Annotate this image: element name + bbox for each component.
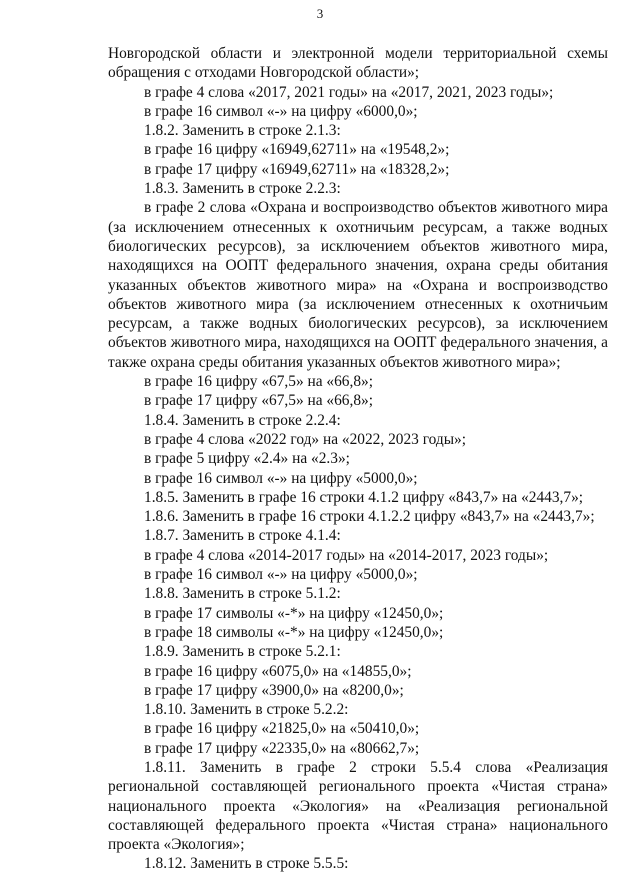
text-line: (за исключением отнесенных к охотничьим ресурсам, а также водных [108, 218, 608, 236]
text-line: региональной составляющей регионального проекта «Чистая страна» [108, 778, 608, 796]
text-line: проекта «Экология»; [108, 836, 245, 854]
text-line: в графе 17 символы «-*» на цифру «12450,0»; [144, 604, 444, 622]
text-line: в графе 16 цифру «16949,62711» на «19548,2»; [144, 141, 450, 159]
text-line: в графе 17 цифру «16949,62711» на «18328,2»; [144, 160, 450, 178]
page-number: 3 [316, 6, 324, 21]
text-line: в графе 4 слова «2014-2017 годы» на «2014-2017, 2023 годы»; [144, 546, 549, 564]
text-line: 1.8.8. Заменить в строке 5.1.2: [144, 585, 341, 603]
text-line: 1.8.2. Заменить в строке 2.1.3: [144, 122, 341, 140]
text-line: составляющей федерального проекта «Чистая страна» национального [108, 816, 608, 834]
text-line: 1.8.3. Заменить в строке 2.2.3: [144, 180, 341, 198]
text-line: 1.8.10. Заменить в строке 5.2.2: [144, 701, 349, 719]
text-line: в графе 4 слова «2022 год» на «2022, 2023 годы»; [144, 430, 467, 448]
text-line: в графе 5 цифру «2.4» на «2.3»; [144, 450, 350, 468]
text-line: указанных объектов животного мира» на «Охрана и воспроизводство [108, 276, 608, 294]
text-line: 1.8.6. Заменить в графе 16 строки 4.1.2.2 цифру «843,7» на «2443,7»; [144, 508, 595, 526]
text-line: обращения с отходами Новгородской области»; [108, 64, 420, 82]
text-line: в графе 16 символ «-» на цифру «5000,0»; [144, 566, 418, 584]
text-line: в графе 16 символ «-» на цифру «6000,0»; [144, 102, 418, 120]
text-line: 1.8.5. Заменить в графе 16 строки 4.1.2 цифру «843,7» на «2443,7»; [144, 488, 584, 506]
text-line: 1.8.7. Заменить в строке 4.1.4: [144, 527, 341, 545]
text-line: биологических ресурсов), за исключением объектов животного мира, [108, 237, 608, 255]
text-line: 1.8.9. Заменить в строке 5.2.1: [144, 643, 341, 661]
text-line: 1.8.4. Заменить в строке 2.2.4: [144, 411, 341, 429]
text-line: в графе 18 символы «-*» на цифру «12450,0»; [144, 623, 444, 641]
text-line: находящихся на ООПТ федерального значения, охрана среды обитания [108, 257, 608, 275]
text-line: в графе 16 символ «-» на цифру «5000,0»; [144, 469, 418, 487]
text-line: также охрана среды обитания указанных объектов животного мира»; [108, 353, 561, 371]
text-line: в графе 16 цифру «67,5» на «66,8»; [144, 373, 374, 391]
text-line: 1.8.11. Заменить в графе 2 строки 5.5.4 слова «Реализация [144, 758, 608, 776]
text-line: объектов животного мира, находящихся на ООПТ федерального значения, а [108, 334, 608, 352]
text-line: Новгородской области и электронной модели территориальной схемы [108, 45, 608, 62]
text-line: 1.8.12. Заменить в строке 5.5.5: [144, 855, 349, 873]
text-line: в графе 16 цифру «6075,0» на «14855,0»; [144, 662, 412, 680]
document-body [108, 44, 608, 874]
text-line: объектов животного мира (за исключением отнесенных к охотничьим [108, 295, 608, 313]
text-line: в графе 16 цифру «21825,0» на «50410,0»; [144, 720, 420, 738]
text-line: в графе 2 слова «Охрана и воспроизводство объектов животного мира [144, 199, 608, 217]
text-line: ресурсам, а также водных биологических ресурсов), за исключением [108, 315, 608, 333]
text-line: в графе 17 цифру «3900,0» на «8200,0»; [144, 681, 404, 699]
text-line: в графе 17 цифру «67,5» на «66,8»; [144, 392, 374, 410]
text-line: в графе 17 цифру «22335,0» на «80662,7»; [144, 739, 420, 757]
text-line: в графе 4 слова «2017, 2021 годы» на «2017, 2021, 2023 годы»; [144, 83, 554, 101]
text-line: национального проекта «Экология» на «Реализация региональной [108, 797, 608, 815]
